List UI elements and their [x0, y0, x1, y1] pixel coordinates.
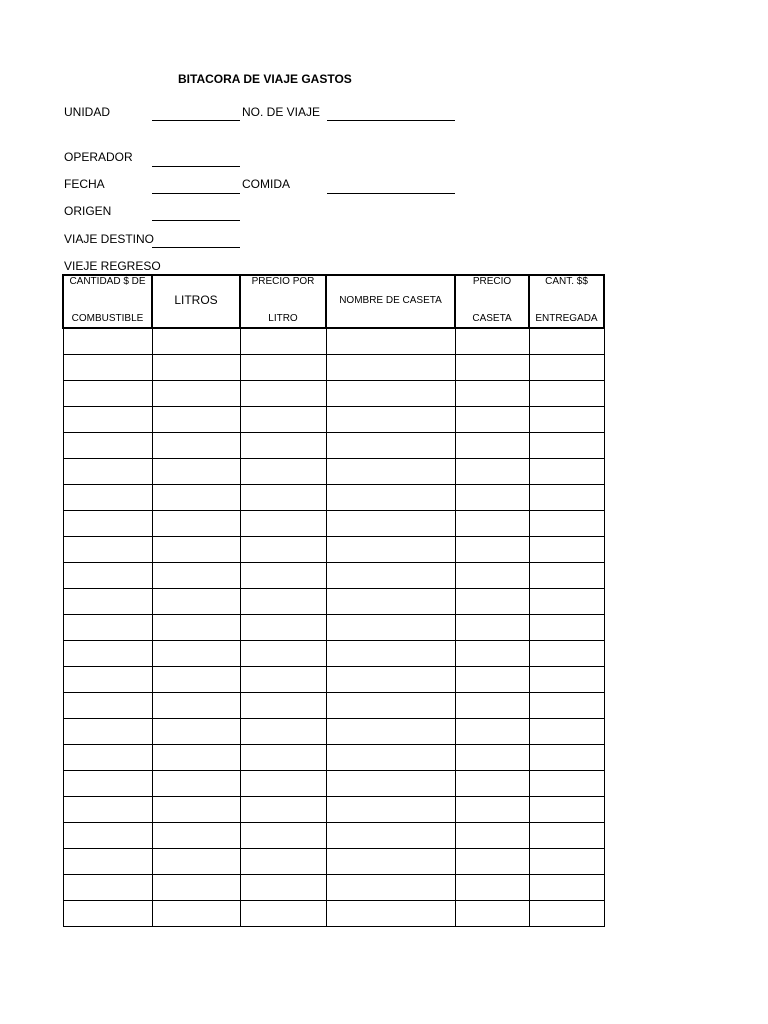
table-cell[interactable]	[455, 328, 529, 355]
table-cell[interactable]	[240, 407, 326, 433]
table-cell[interactable]	[455, 459, 529, 485]
table-cell[interactable]	[152, 328, 240, 355]
table-cell[interactable]	[455, 407, 529, 433]
table-cell[interactable]	[63, 459, 152, 485]
table-row	[63, 745, 604, 771]
table-cell[interactable]	[152, 511, 240, 537]
label-operador: OPERADOR	[64, 150, 133, 164]
table-cell[interactable]	[240, 381, 326, 407]
comida-field[interactable]	[327, 193, 455, 194]
table-cell[interactable]	[326, 641, 455, 667]
header-precio-por-litro	[240, 275, 326, 328]
table-cell[interactable]	[455, 641, 529, 667]
table-cell[interactable]	[152, 459, 240, 485]
header-text: PRECIO POR	[251, 276, 315, 287]
label-origen: ORIGEN	[64, 204, 112, 218]
table-row	[63, 355, 604, 381]
table-row	[63, 563, 604, 589]
table-cell[interactable]	[455, 615, 529, 641]
table-cell[interactable]	[455, 823, 529, 849]
table-cell[interactable]	[240, 355, 326, 381]
table-cell[interactable]	[455, 511, 529, 537]
table-cell[interactable]	[152, 589, 240, 615]
table-cell[interactable]	[63, 641, 152, 667]
table-cell[interactable]	[326, 537, 455, 563]
table-cell[interactable]	[240, 693, 326, 719]
header-precio-caseta	[455, 275, 529, 328]
table-row	[63, 797, 604, 823]
no-viaje-field[interactable]	[327, 120, 455, 121]
table-cell[interactable]	[152, 823, 240, 849]
table-cell[interactable]	[326, 901, 455, 927]
table-cell[interactable]	[326, 745, 455, 771]
table-cell[interactable]	[529, 328, 604, 355]
table-row	[63, 719, 604, 745]
table-cell[interactable]	[326, 355, 455, 381]
table-cell[interactable]	[529, 407, 604, 433]
table-cell[interactable]	[63, 537, 152, 563]
table-cell[interactable]	[152, 667, 240, 693]
table-row	[63, 693, 604, 719]
header-text: LITRO	[268, 313, 298, 324]
table-cell[interactable]	[326, 667, 455, 693]
table-row	[63, 901, 604, 927]
table-cell[interactable]	[240, 849, 326, 875]
table-cell[interactable]	[152, 797, 240, 823]
header-text: CASETA	[472, 313, 512, 324]
table-cell[interactable]	[240, 901, 326, 927]
header-cant-entregada	[529, 275, 604, 328]
table-cell[interactable]	[63, 823, 152, 849]
table-cell[interactable]	[326, 459, 455, 485]
table-cell[interactable]	[326, 615, 455, 641]
table-cell[interactable]	[63, 563, 152, 589]
table-cell[interactable]	[152, 407, 240, 433]
table-cell[interactable]	[455, 355, 529, 381]
table-cell[interactable]	[63, 615, 152, 641]
table-cell[interactable]	[63, 511, 152, 537]
header-text: CANT. $$	[545, 276, 588, 287]
table-cell[interactable]	[455, 875, 529, 901]
table-cell[interactable]	[455, 797, 529, 823]
table-cell[interactable]	[455, 771, 529, 797]
label-fecha: FECHA	[64, 177, 105, 191]
table-cell[interactable]	[63, 667, 152, 693]
table-cell[interactable]	[63, 693, 152, 719]
operador-field[interactable]	[152, 166, 240, 167]
table-cell[interactable]	[63, 771, 152, 797]
table-row	[63, 381, 604, 407]
table-cell[interactable]	[326, 875, 455, 901]
table-cell[interactable]	[326, 381, 455, 407]
table-cell[interactable]	[152, 719, 240, 745]
table-cell[interactable]	[63, 433, 152, 459]
table-cell[interactable]	[529, 381, 604, 407]
table-cell[interactable]	[326, 433, 455, 459]
table-cell[interactable]	[529, 511, 604, 537]
table-cell[interactable]	[152, 849, 240, 875]
header-text: COMBUSTIBLE	[71, 313, 144, 324]
table-cell[interactable]	[240, 667, 326, 693]
table-cell[interactable]	[152, 693, 240, 719]
table-cell[interactable]	[326, 407, 455, 433]
table-cell[interactable]	[152, 485, 240, 511]
table-row	[63, 641, 604, 667]
table-cell[interactable]	[455, 485, 529, 511]
table-cell[interactable]	[240, 459, 326, 485]
table-cell[interactable]	[63, 875, 152, 901]
table-cell[interactable]	[529, 797, 604, 823]
table-cell[interactable]	[455, 667, 529, 693]
table-cell[interactable]	[455, 693, 529, 719]
table-cell[interactable]	[326, 589, 455, 615]
table-cell[interactable]	[152, 563, 240, 589]
table-cell[interactable]	[326, 328, 455, 355]
table-cell[interactable]	[455, 563, 529, 589]
table-cell[interactable]	[240, 537, 326, 563]
table-cell[interactable]	[240, 771, 326, 797]
table-cell[interactable]	[63, 328, 152, 355]
table-cell[interactable]	[529, 771, 604, 797]
label-viaje-regreso: VIEJE REGRESO	[64, 259, 161, 273]
table-cell[interactable]	[63, 485, 152, 511]
table-row	[63, 511, 604, 537]
page-title: BITACORA DE VIAJE GASTOS	[178, 72, 352, 86]
table-cell[interactable]	[63, 407, 152, 433]
viaje-destino-field[interactable]	[152, 247, 240, 248]
table-cell[interactable]	[152, 745, 240, 771]
label-viaje-destino: VIAJE DESTINO	[64, 232, 155, 246]
table-cell[interactable]	[63, 745, 152, 771]
label-comida: COMIDA	[242, 177, 290, 191]
table-row	[63, 589, 604, 615]
table-cell[interactable]	[529, 823, 604, 849]
table-cell[interactable]	[152, 537, 240, 563]
table-row	[63, 875, 604, 901]
table-cell[interactable]	[326, 771, 455, 797]
table-cell[interactable]	[240, 328, 326, 355]
table-cell[interactable]	[455, 901, 529, 927]
table-cell[interactable]	[63, 719, 152, 745]
table-cell[interactable]	[455, 745, 529, 771]
table-cell[interactable]	[152, 875, 240, 901]
header-cantidad-combustible	[63, 275, 152, 328]
table-cell[interactable]	[240, 745, 326, 771]
table-row	[63, 485, 604, 511]
table-cell[interactable]	[529, 667, 604, 693]
table-cell[interactable]	[529, 875, 604, 901]
table-cell[interactable]	[455, 849, 529, 875]
label-no-viaje: NO. DE VIAJE	[242, 105, 321, 119]
table-cell[interactable]	[529, 901, 604, 927]
table-cell[interactable]	[152, 615, 240, 641]
table-cell[interactable]	[455, 381, 529, 407]
table-cell[interactable]	[326, 693, 455, 719]
table-cell[interactable]	[63, 381, 152, 407]
table-cell[interactable]	[529, 355, 604, 381]
table-cell[interactable]	[240, 563, 326, 589]
table-cell[interactable]	[529, 615, 604, 641]
label-unidad: UNIDAD	[64, 105, 111, 119]
header-text: ENTREGADA	[535, 313, 598, 324]
table-cell[interactable]	[240, 823, 326, 849]
table-cell[interactable]	[529, 537, 604, 563]
table-cell[interactable]	[529, 849, 604, 875]
table-cell[interactable]	[240, 719, 326, 745]
unidad-field[interactable]	[152, 120, 240, 121]
origen-field[interactable]	[152, 220, 240, 221]
table-row	[63, 459, 604, 485]
table-cell[interactable]	[326, 563, 455, 589]
table-row	[63, 407, 604, 433]
table-cell[interactable]	[529, 693, 604, 719]
fecha-field[interactable]	[152, 193, 240, 194]
table-cell[interactable]	[63, 589, 152, 615]
table-cell[interactable]	[63, 355, 152, 381]
table-cell[interactable]	[529, 719, 604, 745]
header-text: NOMBRE DE CASETA	[339, 295, 442, 306]
table-row	[63, 433, 604, 459]
table-cell[interactable]	[529, 563, 604, 589]
table-cell[interactable]	[152, 901, 240, 927]
table-row	[63, 849, 604, 875]
table-row	[63, 667, 604, 693]
table-cell[interactable]	[152, 381, 240, 407]
table-cell[interactable]	[326, 485, 455, 511]
table-row	[63, 328, 604, 355]
table-row	[63, 615, 604, 641]
table-cell[interactable]	[240, 797, 326, 823]
table-cell[interactable]	[152, 433, 240, 459]
table-cell[interactable]	[63, 797, 152, 823]
header-text: CANTIDAD $ DE	[69, 276, 146, 287]
header-text: PRECIO	[472, 276, 512, 287]
table-cell[interactable]	[152, 641, 240, 667]
table-cell[interactable]	[529, 589, 604, 615]
table-cell[interactable]	[240, 641, 326, 667]
table-cell[interactable]	[152, 771, 240, 797]
table-cell[interactable]	[326, 719, 455, 745]
table-cell[interactable]	[529, 745, 604, 771]
header-litros	[152, 275, 240, 328]
table-cell[interactable]	[240, 589, 326, 615]
table-cell[interactable]	[240, 615, 326, 641]
table-cell[interactable]	[529, 641, 604, 667]
table-row	[63, 823, 604, 849]
table-cell[interactable]	[240, 433, 326, 459]
table-cell[interactable]	[240, 875, 326, 901]
table-row	[63, 771, 604, 797]
table-cell[interactable]	[529, 459, 604, 485]
table-cell[interactable]	[529, 433, 604, 459]
table-cell[interactable]	[455, 433, 529, 459]
table-cell[interactable]	[326, 511, 455, 537]
table-cell[interactable]	[240, 511, 326, 537]
table-cell[interactable]	[152, 355, 240, 381]
table-cell[interactable]	[455, 537, 529, 563]
table-row	[63, 537, 604, 563]
table-cell[interactable]	[326, 849, 455, 875]
header-text: LITROS	[174, 293, 218, 307]
table-header-row	[63, 275, 604, 328]
header-nombre-caseta	[326, 275, 455, 328]
table-cell[interactable]	[63, 849, 152, 875]
table-cell[interactable]	[63, 901, 152, 927]
table-cell[interactable]	[529, 485, 604, 511]
expense-table	[62, 274, 605, 927]
table-cell[interactable]	[326, 797, 455, 823]
table-cell[interactable]	[240, 485, 326, 511]
table-cell[interactable]	[326, 823, 455, 849]
table-cell[interactable]	[455, 589, 529, 615]
table-cell[interactable]	[455, 719, 529, 745]
